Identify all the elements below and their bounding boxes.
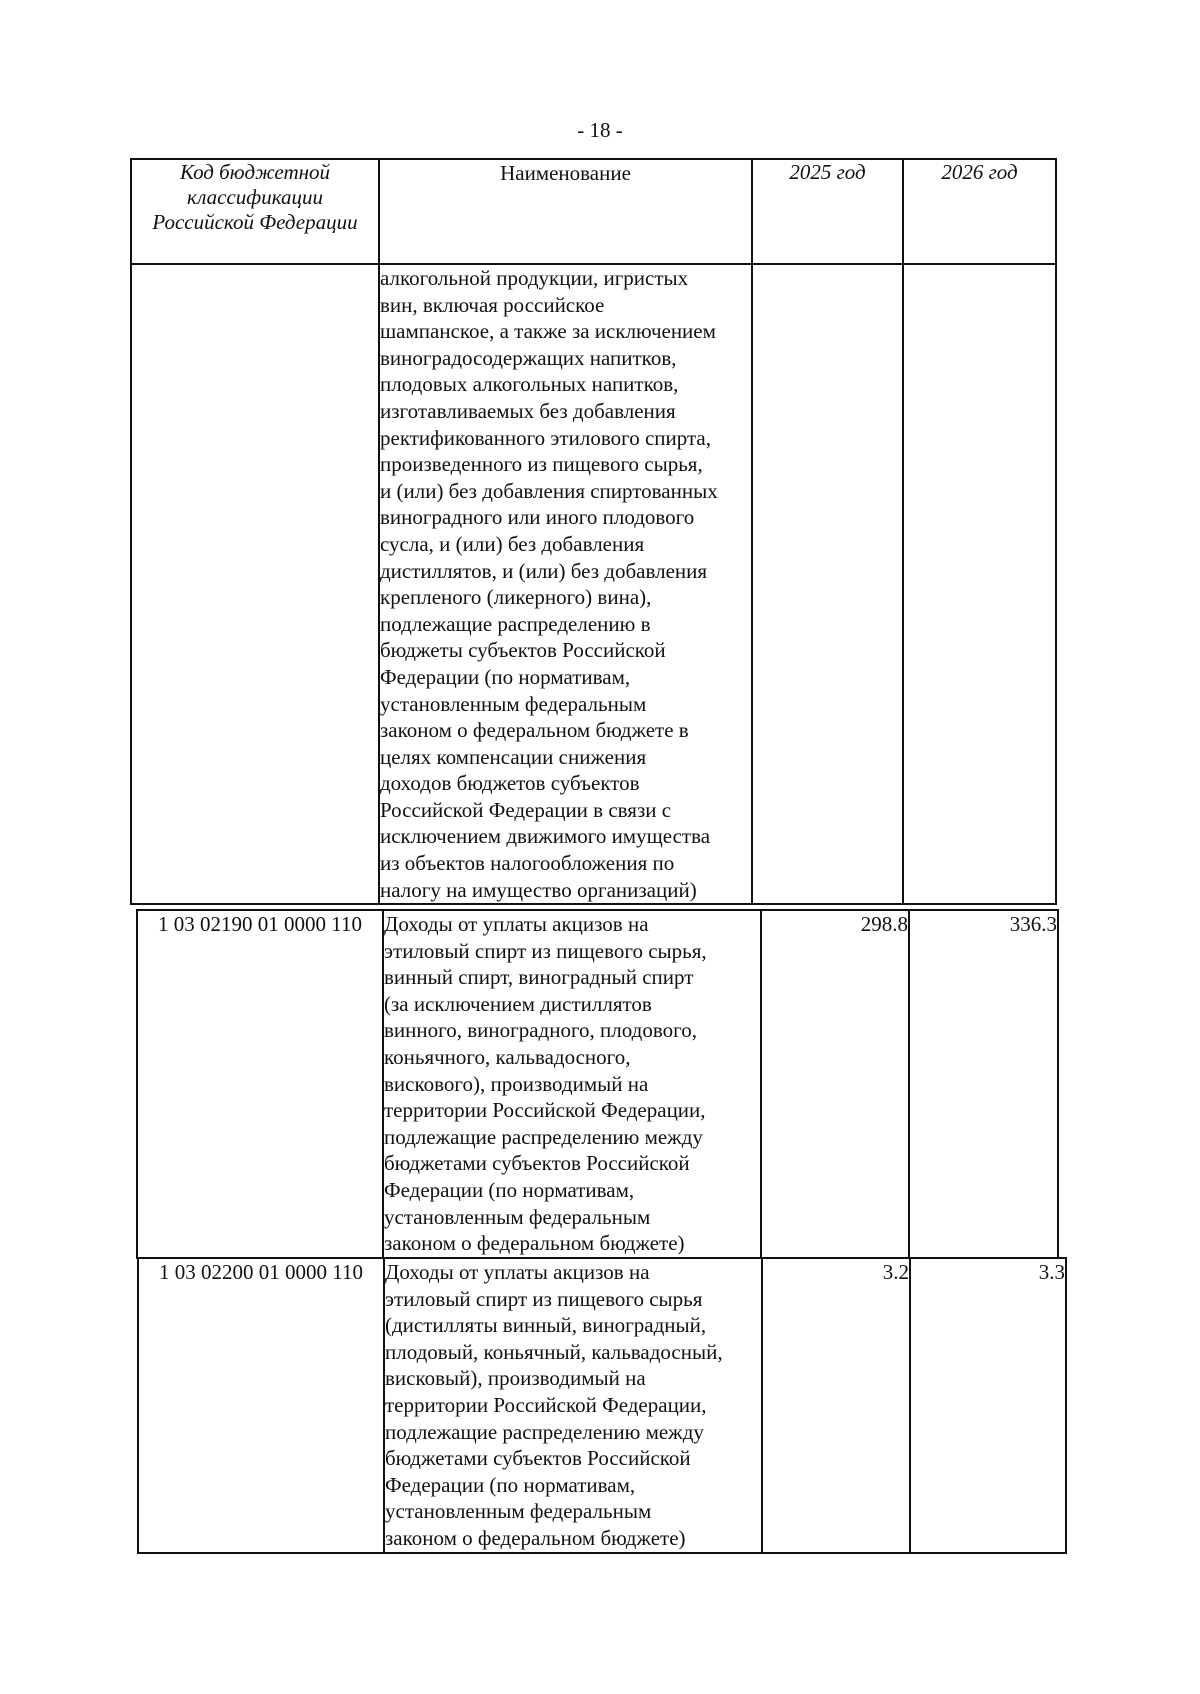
name-line: Доходы от уплаты акцизов на [385, 1260, 650, 1284]
table-row [137, 910, 1058, 1258]
header-year-2026: 2026 год [903, 159, 1056, 264]
budget-table-part-2 [136, 909, 1059, 1259]
name-line: бюджетами субъектов Российской [384, 1151, 690, 1176]
page-number: - 18 - [577, 118, 623, 142]
name-line: из объектов налогообложения по [380, 851, 675, 876]
row-value-2026: 336.3 [909, 910, 1058, 1258]
name-line: исключением движимого имущества [380, 824, 711, 849]
name-line: установленным федеральным [380, 691, 647, 716]
header-code [131, 159, 379, 264]
name-line: изготавливаемых без добавления [380, 398, 676, 423]
name-line: подлежащие распределению между [385, 1419, 704, 1444]
row-name [379, 264, 752, 904]
row-value-2025: 3.2 [762, 1258, 910, 1553]
name-line: плодовых алкогольных напитков, [380, 372, 679, 397]
name-line: шампанское, а также за исключением [380, 319, 716, 344]
name-line: территории Российской Федерации, [384, 1098, 706, 1123]
header-code-line: классификации [186, 185, 323, 209]
budget-table-part-3 [137, 1257, 1067, 1554]
name-line: виноградного или иного плодового [380, 505, 695, 530]
name-line: произведенного из пищевого сырья, [380, 452, 703, 477]
name-line: Федерации (по нормативам, [384, 1177, 635, 1202]
name-line: дистиллятов, и (или) без добавления [380, 558, 708, 583]
name-line: бюджетами субъектов Российской [385, 1446, 691, 1471]
name-line: установленным федеральным [384, 1204, 651, 1229]
name-line: Доходы от уплаты акцизов на [384, 912, 649, 936]
name-line: сусла, и (или) без добавления [380, 531, 645, 556]
header-code-line: Российской Федерации [152, 210, 358, 234]
name-line: законом о федеральном бюджете) [384, 1231, 685, 1256]
name-line: вин, включая российское [380, 292, 605, 317]
row-name [384, 1258, 762, 1553]
name-line: и (или) без добавления спиртованных [380, 478, 718, 503]
name-line: целях компенсации снижения [380, 744, 647, 769]
row-value-2025: 298.8 [761, 910, 909, 1258]
name-line: (за исключением дистиллятов [384, 991, 652, 1016]
name-line: крепленого (ликерного) вина), [380, 585, 652, 610]
row-code [131, 264, 379, 904]
name-line: коньячного, кальвадосного, [384, 1044, 631, 1069]
table-row [138, 1258, 1066, 1553]
name-line: этиловый спирт из пищевого сырья, [384, 938, 707, 963]
name-line: территории Российской Федерации, [385, 1392, 707, 1417]
name-line: законом о федеральном бюджете) [385, 1525, 686, 1550]
table-row [131, 264, 1056, 904]
row-value-2025 [752, 264, 903, 904]
row-code: 1 03 02200 01 0000 110 [138, 1258, 384, 1553]
name-line: алкогольной продукции, игристых [380, 266, 689, 290]
name-line: бюджеты субъектов Российской [380, 638, 666, 663]
name-line: (дистилляты винный, виноградный, [385, 1313, 707, 1338]
name-line: винного, виноградного, плодового, [384, 1018, 697, 1043]
budget-table-header-part [130, 158, 1057, 905]
row-code: 1 03 02190 01 0000 110 [137, 910, 383, 1258]
name-line: Федерации (по нормативам, [380, 664, 631, 689]
row-value-2026: 3.3 [910, 1258, 1066, 1553]
name-line: виноградосодержащих напитков, [380, 345, 677, 370]
name-line: Федерации (по нормативам, [385, 1472, 636, 1497]
name-line: подлежащие распределению в [380, 611, 651, 636]
name-line: установленным федеральным [385, 1499, 652, 1524]
name-line: законом о федеральном бюджете в [380, 718, 689, 743]
row-name [383, 910, 761, 1258]
name-line: доходов бюджетов субъектов [380, 771, 640, 796]
name-line: плодовый, коньячный, кальвадосный, [385, 1339, 723, 1364]
name-line: ректификованного этилового спирта, [380, 425, 711, 450]
name-line: вискового), производимый на [384, 1071, 649, 1096]
name-line: этиловый спирт из пищевого сырья [385, 1286, 703, 1311]
name-line: налогу на имущество организаций) [380, 877, 697, 902]
name-line: винный спирт, виноградный спирт [384, 965, 694, 990]
name-line: подлежащие распределению между [384, 1124, 703, 1149]
header-year-2025: 2025 год [752, 159, 903, 264]
name-line: висковый), производимый на [385, 1366, 646, 1391]
row-value-2026 [903, 264, 1056, 904]
name-line: Российской Федерации в связи с [380, 797, 672, 822]
header-name: Наименование [379, 159, 752, 264]
header-code-line: Код бюджетной [179, 160, 331, 184]
table-header-row [131, 159, 1056, 264]
